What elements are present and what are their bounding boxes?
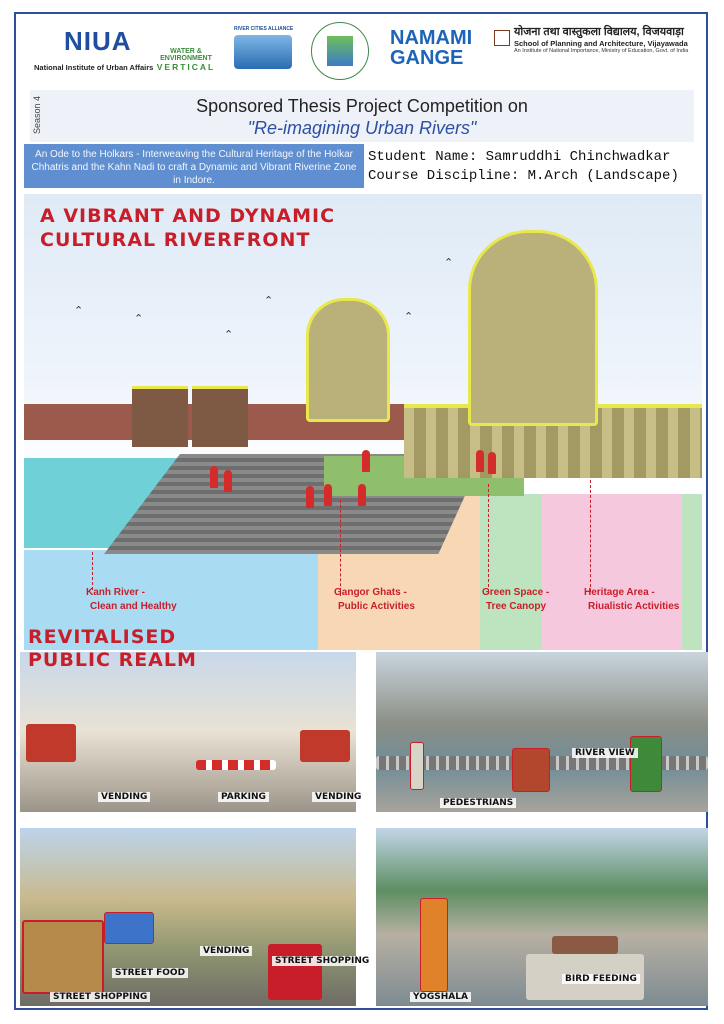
bird-icon: ⌃: [264, 294, 274, 307]
niua-logo-mark: NIUA: [64, 26, 132, 56]
monk-figure: [420, 898, 448, 992]
photo-pedestrians: [376, 652, 708, 812]
vending-stall: [26, 724, 76, 762]
rca-logo-image: [234, 35, 292, 69]
zone-heritage-band: [542, 494, 682, 650]
zone-marker-line: [340, 500, 341, 596]
wev-logo-line1: WATER & ENVIRONMENT: [160, 48, 212, 62]
zone-label-river: [86, 586, 177, 614]
photo-label: RIVER VIEW: [572, 748, 638, 758]
zone-label-line: Heritage Area -: [584, 587, 655, 598]
competition-title: Sponsored Thesis Project Competition on: [196, 96, 528, 116]
spa-vijayawada-logo: [504, 24, 704, 54]
zone-label-line: Green Space -: [482, 587, 550, 598]
zone-marker-line: [92, 552, 93, 590]
photo-street-shopping: [20, 828, 370, 1006]
person-figure: [362, 450, 370, 472]
spa-subtitle: An Institute of National Importance, Ministry of Education, Govt. of India: [514, 48, 689, 54]
shoppers: [268, 944, 322, 1000]
zone-label-heritage: [584, 586, 679, 614]
realm-headline: [28, 626, 197, 672]
zone-label-line: Kanh River -: [86, 587, 145, 598]
pedestrian-group: [512, 748, 550, 792]
pedestrian-figure: [410, 742, 424, 790]
pigeons: [552, 936, 618, 954]
namami-gange-logo: NAMAMI GANGE: [390, 27, 473, 69]
photo-label: STREET FOOD: [112, 968, 188, 978]
thesis-competition-logo: [311, 22, 371, 82]
basket-stall: [22, 920, 104, 994]
pavilion: [132, 386, 188, 447]
zone-label-line: Tree Canopy: [486, 601, 547, 612]
pedestrian-group: [630, 736, 662, 792]
person-figure: [224, 470, 232, 492]
photo-label: PARKING: [218, 792, 269, 802]
bird-icon: ⌃: [404, 310, 414, 323]
zone-green-band-edge: [682, 494, 702, 650]
food-cart: [104, 912, 154, 944]
person-figure: [358, 484, 366, 506]
person-figure: [488, 452, 496, 474]
bird-icon: ⌃: [224, 328, 234, 341]
title-band: [30, 90, 694, 142]
zone-label-line: Gangor Ghats -: [334, 587, 407, 598]
hero-headline-line2: CULTURAL RIVERFRONT: [40, 229, 311, 251]
rca-logo-text: RIVER CITIES ALLIANCE: [234, 26, 294, 32]
realm-headline-line2: PUBLIC REALM: [28, 649, 197, 671]
photo-label: VENDING: [98, 792, 150, 802]
logo-row: [16, 14, 706, 94]
person-figure: [324, 484, 332, 506]
zone-label-ghat: [334, 586, 415, 614]
zone-label-line: Public Activities: [338, 601, 415, 612]
person-figure: [210, 466, 218, 488]
zone-label-green: [482, 586, 549, 614]
vending-stall: [300, 730, 350, 762]
photo-label: VENDING: [200, 946, 252, 956]
water-environment-logo: [144, 26, 228, 72]
person-figure: [306, 486, 314, 508]
zone-marker-line: [488, 484, 489, 592]
niua-logo: [34, 26, 154, 72]
pavilion: [192, 386, 248, 447]
bird-icon: ⌃: [134, 312, 144, 325]
photo-vending-parking: [20, 652, 362, 812]
spa-hindi-name: योजना तथा वास्तुकला विद्यालय, विजयवाड़ा: [514, 26, 684, 38]
chhatri-dome-small: [306, 298, 390, 422]
photo-label: STREET SHOPPING: [272, 956, 372, 966]
hero-headline: [40, 204, 335, 252]
zone-green-band: [480, 494, 542, 650]
project-description: An Ode to the Holkars - Interweaving the Cultural Heritage of the Holkar Chhatris and the Kahn Nadi to craft a Dynamic and Vibrant Riverine Zone in Indore.: [24, 144, 364, 188]
realm-headline-line1: REVITALISED: [28, 626, 177, 648]
photo-label: YOGSHALA: [410, 992, 471, 1002]
photo-label: PEDESTRIANS: [440, 798, 516, 808]
photo-label: STREET SHOPPING: [50, 992, 150, 1002]
zone-marker-line: [590, 480, 591, 592]
bird-icon: ⌃: [444, 256, 454, 269]
course-discipline: Course Discipline: M.Arch (Landscape): [368, 168, 679, 184]
student-name: Student Name: Samruddhi Chinchwadkar: [368, 149, 671, 165]
person-figure: [476, 450, 484, 472]
parking-barrier: [196, 760, 276, 770]
hero-headline-line1: A VIBRANT AND DYNAMIC: [40, 205, 336, 227]
photo-yogshala-bird-feeding: [376, 828, 708, 1006]
student-info: [368, 148, 698, 186]
poster-frame: [14, 12, 708, 1010]
chhatri-dome-large: [468, 230, 598, 426]
bird-icon: ⌃: [74, 304, 84, 317]
niua-logo-text: National Institute of Urban Affairs: [34, 63, 154, 72]
photo-label: VENDING: [312, 792, 364, 802]
photo-label: BIRD FEEDING: [562, 974, 640, 984]
zone-label-line: Riualistic Activities: [588, 601, 680, 612]
spa-english-name: School of Planning and Architecture, Vijayawada: [514, 39, 688, 48]
zone-label-line: Clean and Healthy: [90, 601, 177, 612]
river-cities-alliance-logo: [234, 26, 296, 69]
season-label: Season 4: [32, 95, 42, 134]
riverfront-illustration: [24, 194, 702, 650]
competition-theme: "Re-imagining Urban Rivers": [247, 118, 477, 138]
wev-logo-line2: VERTICAL: [156, 62, 216, 72]
